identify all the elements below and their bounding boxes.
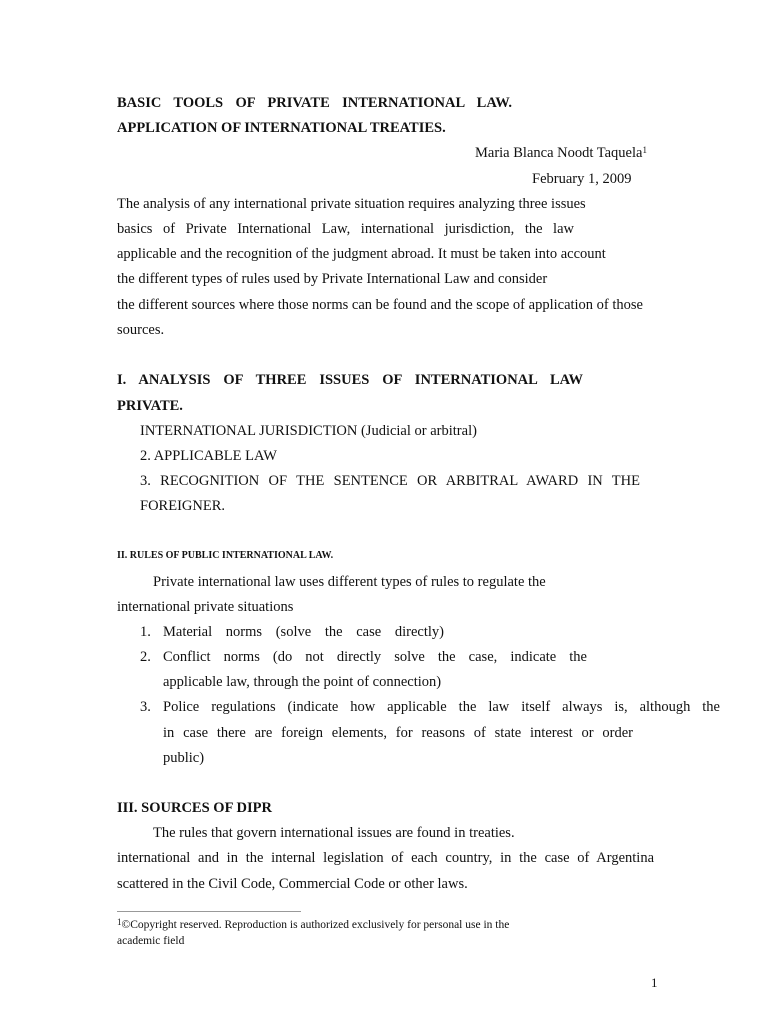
intro-line-5: the different sources where those norms can be found and the scope of application of those — [117, 297, 643, 313]
section-2-heading: II. RULES OF PUBLIC INTERNATIONAL LAW. — [117, 550, 334, 561]
section-1-heading-line-1: I. ANALYSIS OF THREE ISSUES OF INTERNATIONAL LAW — [117, 372, 583, 388]
author-line — [475, 144, 647, 162]
footnote-text: ©Copyright reserved. Reproduction is authorized exclusively for personal use in the — [121, 919, 510, 931]
section-2-para-line-1: Private international law uses different types of rules to regulate the — [153, 574, 546, 590]
list-item-3-line-2: in case there are foreign elements, for reasons of state interest or order — [163, 725, 633, 741]
section-3-heading: III. SOURCES OF DIPR — [117, 800, 272, 816]
section-3-line-3: scattered in the Civil Code, Commercial Code or other laws. — [117, 876, 468, 892]
list-number-2: 2. — [140, 649, 151, 665]
author-footnote-mark: 1 — [642, 145, 647, 155]
intro-line-3: applicable and the recognition of the judgment abroad. It must be taken into account — [117, 246, 606, 262]
author-name: Maria Blanca Noodt Taquela — [475, 145, 643, 161]
list-item-1-line-1: Material norms (solve the case directly) — [163, 624, 444, 640]
section-1-heading-line-2: PRIVATE. — [117, 398, 183, 414]
document-date: February 1, 2009 — [532, 171, 632, 187]
intro-line-1: The analysis of any international private situation requires analyzing three issues — [117, 196, 586, 212]
title-line-2: APPLICATION OF INTERNATIONAL TREATIES. — [117, 120, 446, 136]
section-1-item-2: 2. APPLICABLE LAW — [140, 448, 277, 464]
footnote-separator — [117, 911, 301, 912]
list-item-3-line-3: public) — [163, 750, 205, 766]
section-1-item-3-continued: FOREIGNER. — [140, 498, 225, 514]
footnote-line-2: academic field — [117, 935, 185, 947]
list-item-2-line-2: applicable law, through the point of connection) — [163, 674, 442, 690]
page-number: 1 — [651, 975, 658, 990]
section-3-line-1: The rules that govern international issues are found in treaties. — [153, 825, 515, 841]
section-1-item-1: INTERNATIONAL JURISDICTION (Judicial or arbitral) — [140, 423, 477, 439]
section-1-item-3: 3. RECOGNITION OF THE SENTENCE OR ARBITRAL AWARD IN THE — [140, 473, 640, 489]
section-2-para-line-2: international private situations — [117, 599, 294, 615]
list-number-1: 1. — [140, 624, 151, 640]
list-item-3-line-1: Police regulations (indicate how applicable the law itself always is, although the — [163, 699, 720, 715]
section-3-line-2: international and in the internal legislation of each country, in the case of Argentina — [117, 850, 654, 866]
footnote-mark: 1 — [117, 917, 122, 927]
intro-line-6: sources. — [117, 322, 165, 338]
intro-line-2: basics of Private International Law, international jurisdiction, the law — [117, 221, 574, 237]
list-number-3: 3. — [140, 699, 151, 715]
title-line-1: BASIC TOOLS OF PRIVATE INTERNATIONAL LAW. — [117, 95, 512, 111]
list-item-2-line-1: Conflict norms (do not directly solve the case, indicate the — [163, 649, 587, 665]
intro-line-4: the different types of rules used by Private International Law and consider — [117, 271, 548, 287]
